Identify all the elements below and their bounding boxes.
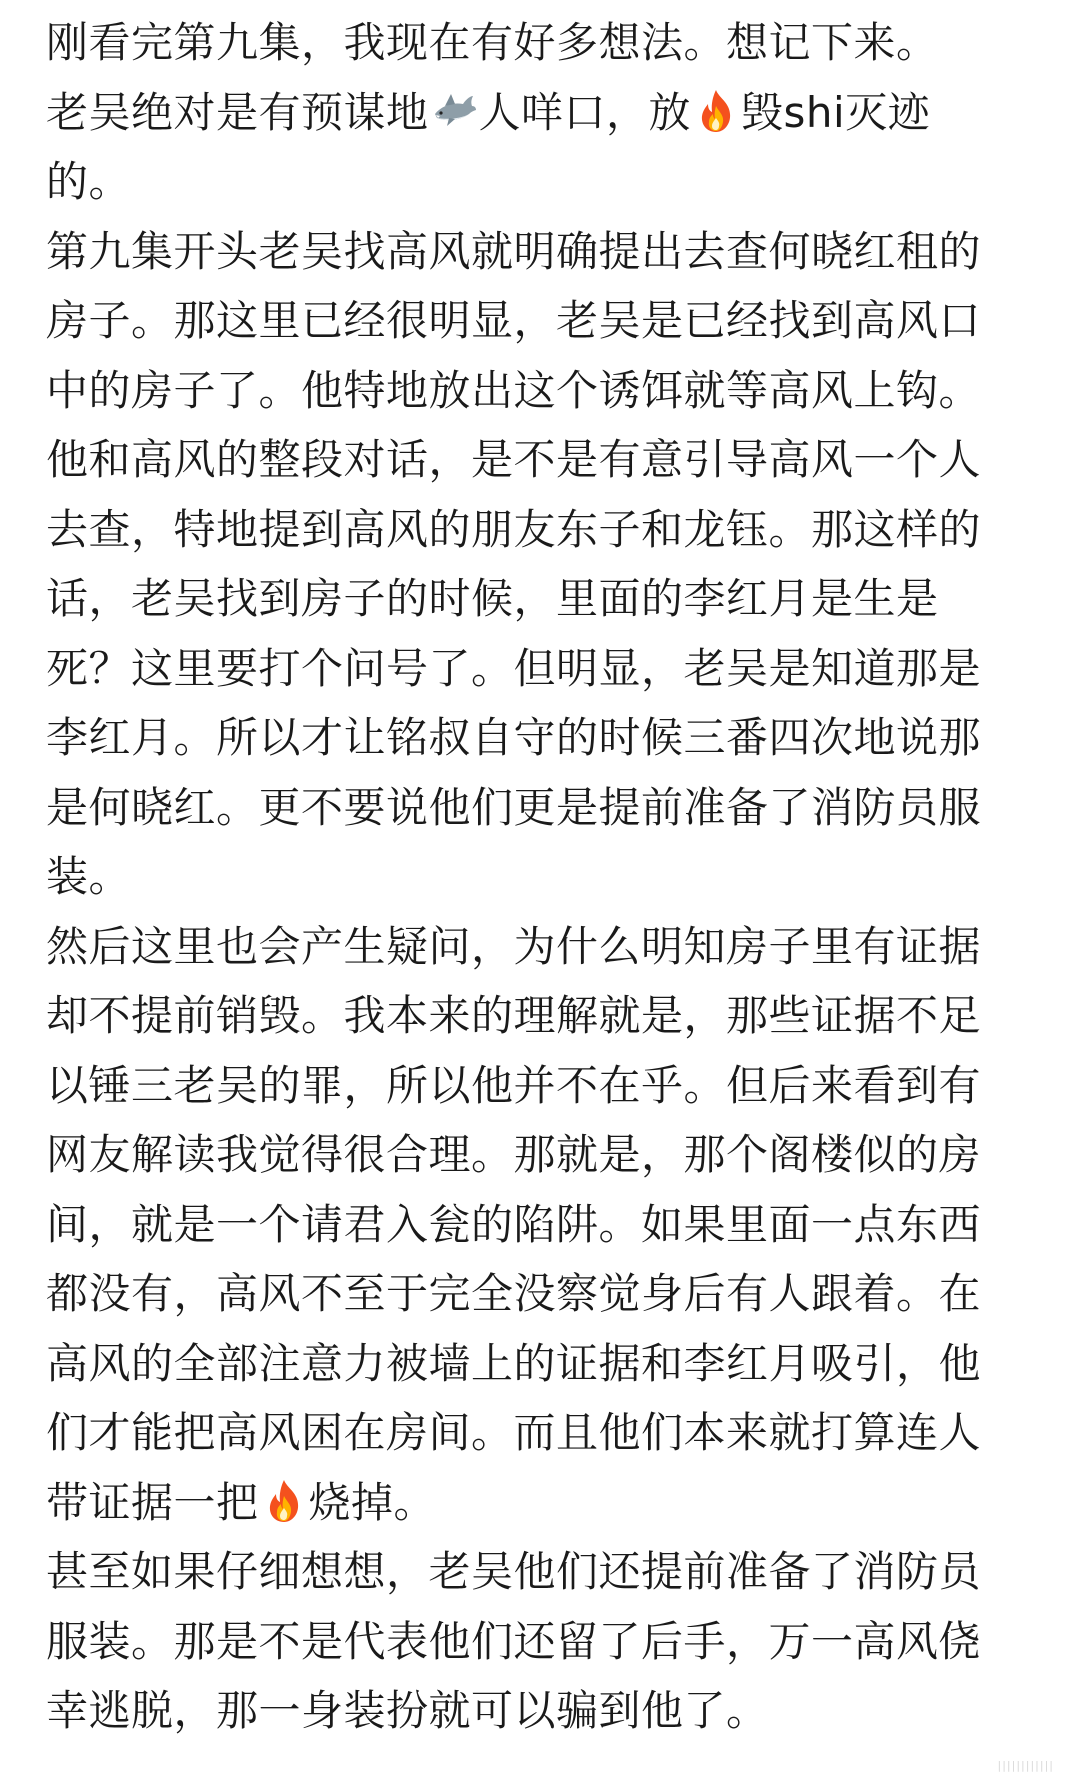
post-line: 刚看完第九集，我现在有好多想法。想记下来。: [46, 18, 939, 67]
post-line: 装。: [46, 852, 132, 901]
post-line: 房子。那这里已经很明显，老吴是已经找到高风口: [46, 296, 982, 345]
post-line: 李红月。所以才让铭叔自守的时候三番四次地说那: [46, 713, 982, 762]
post-line: [46, 78, 1046, 148]
post-line: 死？这里要打个问号了。但明显，老吴是知道那是: [46, 643, 982, 693]
watermark: ||||||||||||: [997, 1759, 1054, 1772]
post-line: 他和高风的整段对话，是不是有意引导高风一个人: [46, 435, 982, 484]
post-line-segment: 人咩口，放: [478, 87, 692, 137]
post-line: 间，就是一个请君入瓮的陷阱。如果里面一点东西: [46, 1199, 982, 1249]
post-line-segment: 带证据一把: [46, 1477, 259, 1527]
post-line: [46, 1468, 1046, 1538]
post-line: 去查，特地提到高风的朋友东子和龙钰。那这样的: [46, 504, 982, 554]
post-line-segment: 烧掉。: [308, 1477, 437, 1527]
post-line: 高风的全部注意力被墙上的证据和李红月吸引，他: [46, 1338, 982, 1388]
post-line: 网友解读我觉得很合理。那就是，那个阁楼似的房: [46, 1130, 982, 1179]
post-line: 以锤三老吴的罪，所以他并不在乎。但后来看到有: [46, 1060, 982, 1110]
post-line: 的。: [46, 157, 132, 206]
post-line: 幸逃脱，那一身装扮就可以骗到他了。: [46, 1686, 769, 1735]
post-line: 们才能把高风困在房间。而且他们本来就打算连人: [46, 1408, 982, 1457]
post-line: 然后这里也会产生疑问，为什么明知房子里有证据: [46, 921, 982, 971]
post-line: 甚至如果仔细想想，老吴他们还提前准备了消防员: [46, 1547, 982, 1596]
post-line: 是何晓红。更不要说他们更是提前准备了消防员服: [46, 782, 982, 832]
post-line-segment: 老吴绝对是有预谋地: [46, 87, 429, 137]
post-line: 中的房子了。他特地放出这个诱饵就等高风上钩。: [46, 365, 982, 415]
fire-emoji-icon: [261, 1478, 307, 1524]
post-body: [46, 8, 1046, 1746]
post-line: 话，老吴找到房子的时候，里面的李红月是生是: [46, 574, 939, 623]
post-line-segment: 毁shi灭迹: [741, 87, 931, 137]
post-line: 第九集开头老吴找高风就明确提出去查何晓红租的: [46, 226, 982, 276]
post-line: 却不提前销毁。我本来的理解就是，那些证据不足: [46, 991, 982, 1040]
post-line: 都没有，高风不至于完全没察觉身后有人跟着。在: [46, 1269, 982, 1318]
post-line: 服装。那是不是代表他们还留了后手，万一高风侥: [46, 1616, 982, 1666]
fire-emoji-icon: [693, 88, 739, 134]
shark-emoji-icon: [431, 88, 477, 134]
